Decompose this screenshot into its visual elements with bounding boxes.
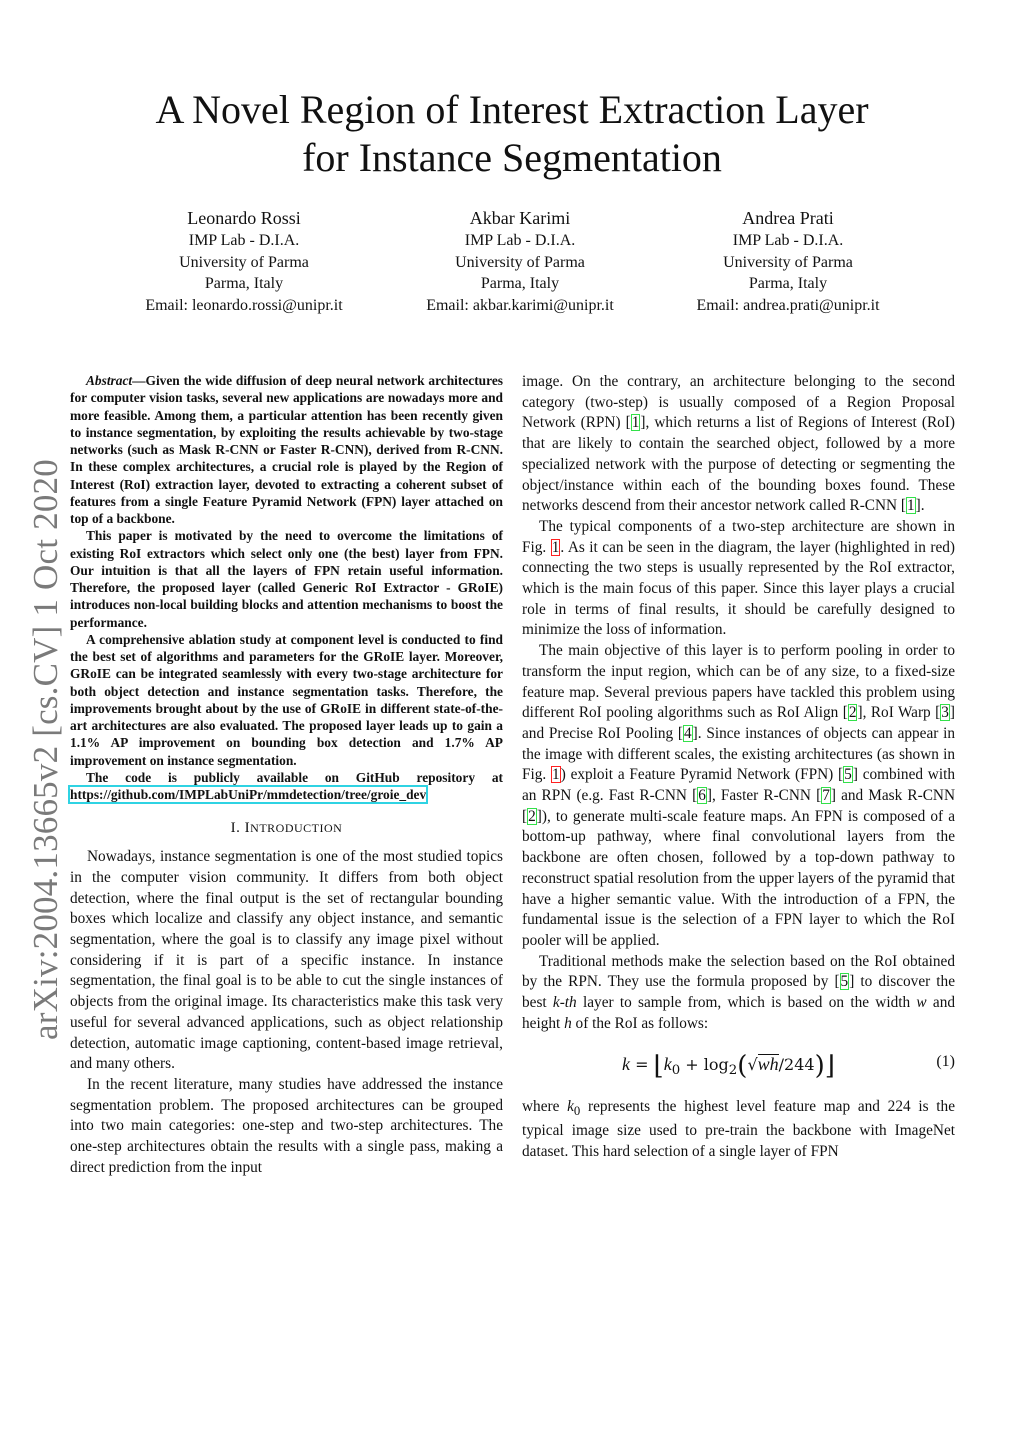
paper-title [60, 86, 964, 182]
citation-link[interactable]: 6 [698, 787, 706, 805]
body-paragraph: Traditional methods make the selection based on the RoI obtained by the RPN. They use the formula proposed by [5] to discover the best k-th layer to sample from, which is based on the width w and height h of the RoI as follows: [522, 952, 955, 1032]
author-email: Email: andrea.prati@unipr.it [696, 296, 880, 314]
author-university: University of Parma [179, 253, 309, 271]
right-column-text [522, 372, 955, 1035]
body-paragraph: Nowadays, instance segmentation is one of the most studied topics in the computer vision community. It differs from both object detection, where the final output is the set of rectangular bounding boxes which localize and classify any object instance, and semantic segmentation, where the goal is to classify any image pixel without considering if it is part of a specific instance. In instance segmentation, the final goal is to be able to cut the single instances of objects from the original image. Its characteristics make this task very useful for several advanced applications, such as object relationship detection, automatic image captioning, content-based image retrieval, and many others. [70, 848, 503, 1073]
right-column [522, 372, 955, 1163]
title-line-2: for Instance Segmentation [302, 135, 722, 180]
author-lab: IMP Lab - D.I.A. [188, 232, 300, 249]
citation-link[interactable]: 1 [907, 497, 915, 515]
author-location: Parma, Italy [204, 275, 284, 292]
arxiv-identifier: arXiv:2004.13665v2 [cs.CV] 1 Oct 2020 [26, 459, 65, 1040]
equation-number: (1) [936, 1052, 955, 1070]
author-email: Email: akbar.karimi@unipr.it [426, 296, 614, 314]
citation-link[interactable]: 2 [528, 807, 536, 825]
body-paragraph: image. On the contrary, an architecture belonging to the second category (two-step) is usually composed of a Region Proposal Network (RPN) [1], which returns a list of Regions of Interest (RoI) that are likely to contain the searched object, followed by a more specialized network with the purpose of detecting or segmenting the object/instance within each of the bounding boxes found. These networks descend from their ancestor network called R-CNN [1]. [522, 373, 955, 515]
equation-formula: $k = ⌊k_0$ + $\log_2(√wh/244)⌋$ [622, 1050, 835, 1081]
author-name: Leonardo Rossi [187, 208, 301, 228]
author-block [638, 206, 938, 316]
author-university: University of Parma [723, 253, 853, 271]
citation-link[interactable]: 5 [840, 973, 849, 991]
right-column-text-continued [522, 1097, 955, 1163]
author-location: Parma, Italy [480, 275, 560, 292]
citation-link[interactable]: 4 [684, 724, 692, 742]
abstract-label: Abstract [86, 373, 133, 388]
author-lab: IMP Lab - D.I.A. [464, 232, 576, 249]
author-name: Andrea Prati [742, 208, 834, 228]
author-lab: IMP Lab - D.I.A. [732, 232, 844, 249]
figure-link[interactable]: 1 [552, 766, 560, 784]
author-block [94, 206, 394, 316]
equation-1 [522, 1043, 955, 1087]
author-university: University of Parma [455, 253, 585, 271]
abstract-paragraph: Abstract—Given the wide diffusion of deep neural network architectures for computer vision tasks, several new applications are nowadays more and more feasible. Among them, a particular attention has been recently given to instance segmentation, by exploiting the results achievable by two-stage networks (such as Mask R-CNN or Faster R-CNN), derived from R-CNN. In these complex architectures, a crucial role is played by the Region of Interest (RoI) extraction layer, devoted to extracting a coherent subset of features from a single Feature Pyramid Network (FPN) layer attached on top of a backbone. [70, 373, 503, 526]
author-block [370, 206, 670, 316]
body-paragraph: The typical components of a two-step architecture are shown in Fig. 1. As it can be seen in the diagram, the layer (highlighted in red) connecting the two steps is usually represented by the RoI extractor, which is the main focus of this paper. Since this layer plays a crucial role in terms of final results, it should be carefully designed to minimize the loss of information. [522, 517, 955, 639]
left-column [70, 372, 503, 1179]
citation-link[interactable]: 1 [631, 414, 640, 432]
author-email: Email: leonardo.rossi@unipr.it [145, 296, 343, 314]
body-paragraph: where $k_0$ represents the highest level feature map and 224 is the typical image size used to pre-train the backbone with ImageNet dataset. This hard selection of a single layer of FPN [522, 1097, 955, 1160]
citation-link[interactable]: 3 [941, 704, 949, 722]
section-heading-introduction: I. INTRODUCTION [230, 820, 343, 837]
citation-link[interactable]: 2 [848, 704, 857, 722]
introduction-text [70, 847, 503, 1178]
body-paragraph: In the recent literature, many studies have addressed the instance segmentation problem. The proposed architectures can be grouped into two main categories: one-step and two-step architectures. The one-step architectures obtain the results with a single pass, making a direct prediction from the input [70, 1075, 503, 1176]
citation-link[interactable]: 5 [844, 766, 852, 784]
author-name: Akbar Karimi [469, 208, 571, 228]
citation-link[interactable]: 7 [822, 787, 830, 805]
github-repo-link[interactable]: https://github.com/IMPLabUniPr/mmdetection/tree/groie_dev [70, 787, 427, 802]
author-location: Parma, Italy [748, 275, 828, 292]
abstract-paragraph: This paper is motivated by the need to overcome the limitations of existing RoI extractors which select only one (the best) layer from FPN. Our intuition is that all the layers of FPN retain useful information. Therefore, the proposed layer (called Generic RoI Extractor - GRoIE) introduces non-local building blocks and attention mechanisms to boost the performance. [70, 528, 503, 630]
title-line-1: A Novel Region of Interest Extraction Layer [155, 87, 869, 132]
body-paragraph: The main objective of this layer is to perform pooling in order to transform the input region, which can be of any size, to a fixed-size feature map. Several previous papers have tackled this problem using different RoI pooling algorithms such as RoI Align [2], RoI Warp [3] and Precise RoI Pooling [4]. Since instances of objects can appear in the image with different scales, the existing architectures (as shown in Fig. 1) exploit a Feature Pyramid Network (FPN) [5] combined with an RPN (e.g. Fast R-CNN [6], Faster R-CNN [7] and Mask R-CNN [2]), to generate multi-scale feature maps. An FPN is composed of a bottom-up pathway, where final convolutional layers from the backbone are often chosen, followed by a top-down pathway to reconstruct spatial resolution from the upper layers of the pyramid that have a higher semantic value. With the introduction of a FPN, the fundamental issue is the selection of a FPN layer to which the RoI pooler will be applied. [522, 642, 955, 949]
abstract-paragraph: A comprehensive ablation study at component level is conducted to find the best set of algorithms and parameters for the GRoIE layer. Moreover, GRoIE can be integrated seamlessly with every two-stage architecture for both object detection and instance segmentation tasks. Therefore, the improvements brought about by the use of GRoIE in different state-of-the-art architectures are also evaluated. The proposed layer leads up to gain a 1.1% AP improvement on bounding box detection and 1.7% AP improvement on instance segmentation. [70, 631, 503, 768]
figure-link[interactable]: 1 [551, 538, 560, 556]
abstract-paragraph: The code is publicly available on GitHub repository at https://github.com/IMPLabUniPr/mmdetection/tree/groie_dev [70, 769, 503, 802]
abstract [70, 372, 503, 803]
